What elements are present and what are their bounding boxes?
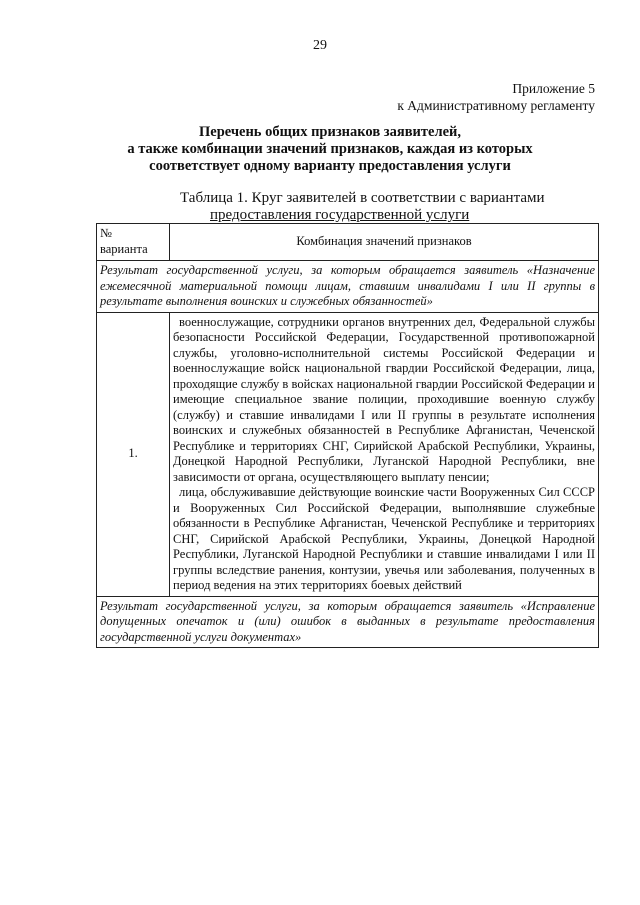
service-result-row-2: Результат государственной услуги, за которым обращается заявитель «Исправление допущенных опечаток и (или) ошибок в выданных в результате предоставления государственной услуги документах» (97, 596, 599, 648)
table-header-row (97, 224, 599, 261)
table-row (97, 312, 599, 596)
appendix-line-2: к Административному регламенту (397, 98, 595, 113)
variant-paragraph-1: военнослужащие, сотрудники органов внутренних дел, Федеральной службы безопасности Российской Федерации, Государственной противопожарной службы, уголовно-исполнительной системы Российской Федерации и военнослужащие войск национальной гвардии Российской Федерации, лица, проходящие службу в войсках национальной гвардии Российской Федерации и имеющие специальное звание полиции, проходившие военную службу (службу) и ставшие инвалидами I или II группы в результате исполнения воинских и служебных обязанностей в Республике Афганистан, Чеченской Республике и территориях СНГ, Сирийской Арабской Республики, Украины, Донецкой Народной Республики, Луганской Народной Республики, вне зависимости от органа, осуществляющего выплату пенсии; (173, 314, 595, 484)
table-caption-line-2: предоставления государственной услуги (210, 207, 470, 223)
appendix-reference (397, 80, 595, 114)
variant-description-cell (170, 312, 599, 596)
page-number: 29 (313, 38, 327, 53)
header-variant-number (97, 224, 170, 261)
header-variant-label: варианта (100, 241, 148, 256)
title-line-2: а также комбинации значений признаков, каждая из которых (127, 141, 533, 157)
header-number-sign: № (100, 226, 112, 240)
table-caption (150, 190, 600, 224)
applicants-table (96, 223, 599, 648)
table-row (97, 596, 599, 648)
variant-number-cell: 1. (97, 312, 170, 596)
document-title (90, 124, 570, 175)
table-row (97, 261, 599, 313)
service-result-row-1: Результат государственной услуги, за которым обращается заявитель «Назначение ежемесячной материальной помощи лицам, ставшим инвалидами I или II группы в результате выполнения воинских и служебных обязанностей» (97, 261, 599, 313)
table-caption-line-1: Таблица 1. Круг заявителей в соответствии с вариантами (180, 190, 545, 206)
title-line-3: соответствует одному варианту предоставления услуги (149, 158, 511, 174)
header-combination: Комбинация значений признаков (170, 224, 599, 261)
variant-paragraph-2: лица, обслуживавшие действующие воинские части Вооруженных Сил СССР и Вооруженных Сил Российской Федерации, выполнявшие служебные обязанности в Республике Афганистан, Чеченской Республике и территориях СНГ, Сирийской Арабской Республики, Украины, Донецкой Народной Республики, Луганской Народной Республики и ставшие инвалидами I или II группы вследствие ранения, контузии, увечья или заболевания, полученных в период ведения на этих территориях боевых действий (173, 485, 595, 592)
title-line-1: Перечень общих признаков заявителей, (198, 124, 461, 140)
appendix-line-1: Приложение 5 (512, 81, 595, 96)
